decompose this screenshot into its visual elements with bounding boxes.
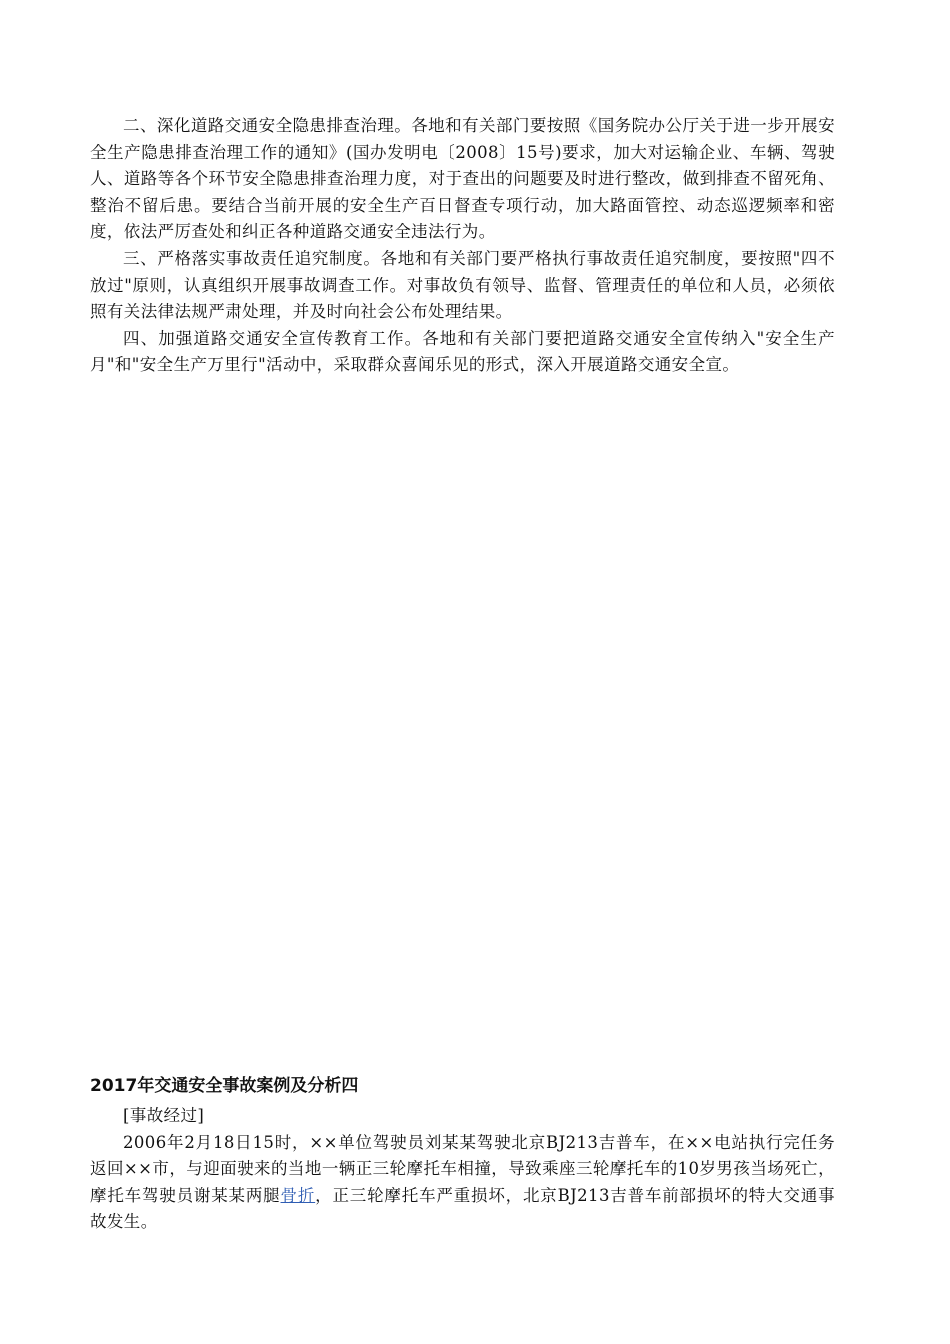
measures-section [90, 113, 835, 379]
paragraph-measure-4: 四、加强道路交通安全宣传教育工作。各地和有关部门要把道路交通安全宣传纳入"安全生产月"和"安全生产万里行"活动中，采取群众喜闻乐见的形式，深入开展道路交通安全宣。 [90, 328, 835, 375]
case-text-after-link: ，正三轮摩托车严重损坏，北京BJ213吉普车前部损坏的特大交通事故发生。 [90, 1185, 835, 1232]
section-label: [事故经过] [123, 1106, 205, 1125]
case-section [90, 1073, 835, 1236]
paragraph-measure-2: 二、深化道路交通安全隐患排查治理。各地和有关部门要按照《国务院办公厅关于进一步开展安全生产隐患排查治理工作的通知》(国办发明电〔2008〕15号)要求，加大对运输企业、车辆、驾驶人、道路等各个环节安全隐患排查治理力度，对于查出的问题要及时进行整改，做到排查不留死角、整治不留后患。要结合当前开展的安全生产百日督查专项行动，加大路面管控、动态巡逻频率和密度，依法严厉查处和纠正各种道路交通安全违法行为。 [90, 116, 835, 242]
fracture-link[interactable]: 骨折 [280, 1185, 316, 1205]
paragraph-measure-3: 三、严格落实事故责任追究制度。各地和有关部门要严格执行事故责任追究制度，要按照"四不放过"原则，认真组织开展事故调查工作。对事故负有领导、监督、管理责任的单位和人员，必须依照有关法律法规严肃处理，并及时向社会公布处理结果。 [90, 248, 835, 322]
case-paragraph [90, 1130, 835, 1236]
case-title: 2017年交通安全事故案例及分析四 [90, 1076, 359, 1096]
case-text-before-link: 2006年2月18日15时，××单位驾驶员刘某某驾驶北京BJ213吉普车，在××电站执行完任务返回××市，与迎面驶来的当地一辆正三轮摩托车相撞，导致乘座三轮摩托车的10岁男孩当场死亡，摩托车驾驶员谢某某两腿 [90, 1132, 835, 1205]
